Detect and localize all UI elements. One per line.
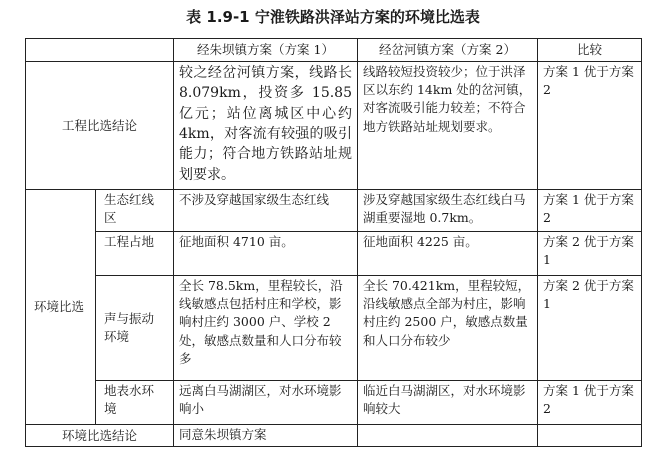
engineering-compare: 方案 1 优于方案 2 <box>538 62 642 190</box>
env-row-label: 工程占地 <box>96 232 174 276</box>
env-row-land <box>26 232 642 276</box>
env-row-ecology <box>26 190 642 232</box>
env-row-plan-1: 远离白马湖湖区，对水环境影响小 <box>174 381 358 425</box>
env-conclusion-value: 同意朱坝镇方案 <box>174 425 358 447</box>
engineering-plan-1: 较之经岔河镇方案，线路长 8.079km，投资多 15.85 亿元；站位离城区中心约 4km，对客流有较强的吸引能力；符合地方铁路站址规划要求。 <box>174 62 358 190</box>
header-compare: 比较 <box>538 39 642 62</box>
env-row-plan-2: 全长 70.421km，里程较短，沿线敏感点全部为村庄，影响村庄约 2500 户，敏感点数量和人口分布较少 <box>358 276 538 381</box>
env-conclusion-empty-2 <box>358 425 538 447</box>
environment-label: 环境比选 <box>26 190 96 425</box>
env-row-label: 生态红线区 <box>96 190 174 232</box>
env-row-compare: 方案 1 优于方案 2 <box>538 381 642 425</box>
env-row-compare: 方案 2 优于方案 1 <box>538 232 642 276</box>
env-row-plan-1: 不涉及穿越国家级生态红线 <box>174 190 358 232</box>
header-row <box>26 39 642 62</box>
table-caption: 表 1.9-1 宁淮铁路洪泽站方案的环境比选表 <box>186 8 480 26</box>
engineering-row <box>26 62 642 190</box>
env-row-plan-1: 全长 78.5km，里程较长，沿线敏感点包括村庄和学校，影响村庄约 3000 户、学校 2 处，敏感点数量和人口分布较多 <box>174 276 358 381</box>
env-row-label: 地表水环境 <box>96 381 174 425</box>
header-plan-2: 经岔河镇方案（方案 2） <box>358 39 538 62</box>
env-conclusion-row <box>26 425 642 447</box>
env-row-water <box>26 381 642 425</box>
engineering-label: 工程比选结论 <box>26 62 174 190</box>
env-row-noise <box>26 276 642 381</box>
header-plan-1: 经朱坝镇方案（方案 1） <box>174 39 358 62</box>
comparison-table <box>25 38 642 447</box>
env-row-compare: 方案 1 优于方案 2 <box>538 190 642 232</box>
env-row-plan-2: 临近白马湖湖区，对水环境影响较大 <box>358 381 538 425</box>
env-row-plan-2: 征地面积 4225 亩。 <box>358 232 538 276</box>
env-row-compare: 方案 2 优于方案 1 <box>538 276 642 381</box>
env-row-label: 声与振动环境 <box>96 276 174 381</box>
env-conclusion-label: 环境比选结论 <box>26 425 174 447</box>
env-row-plan-2: 涉及穿越国家级生态红线白马湖重要湿地 0.7km。 <box>358 190 538 232</box>
env-conclusion-empty-3 <box>538 425 642 447</box>
engineering-plan-2: 线路较短投资较少；位于洪泽区以东约 14km 处的岔河镇，对客流吸引能力较差；不符合地方铁路站址规划要求。 <box>358 62 538 190</box>
header-empty-cell <box>26 39 174 62</box>
env-row-plan-1: 征地面积 4710 亩。 <box>174 232 358 276</box>
